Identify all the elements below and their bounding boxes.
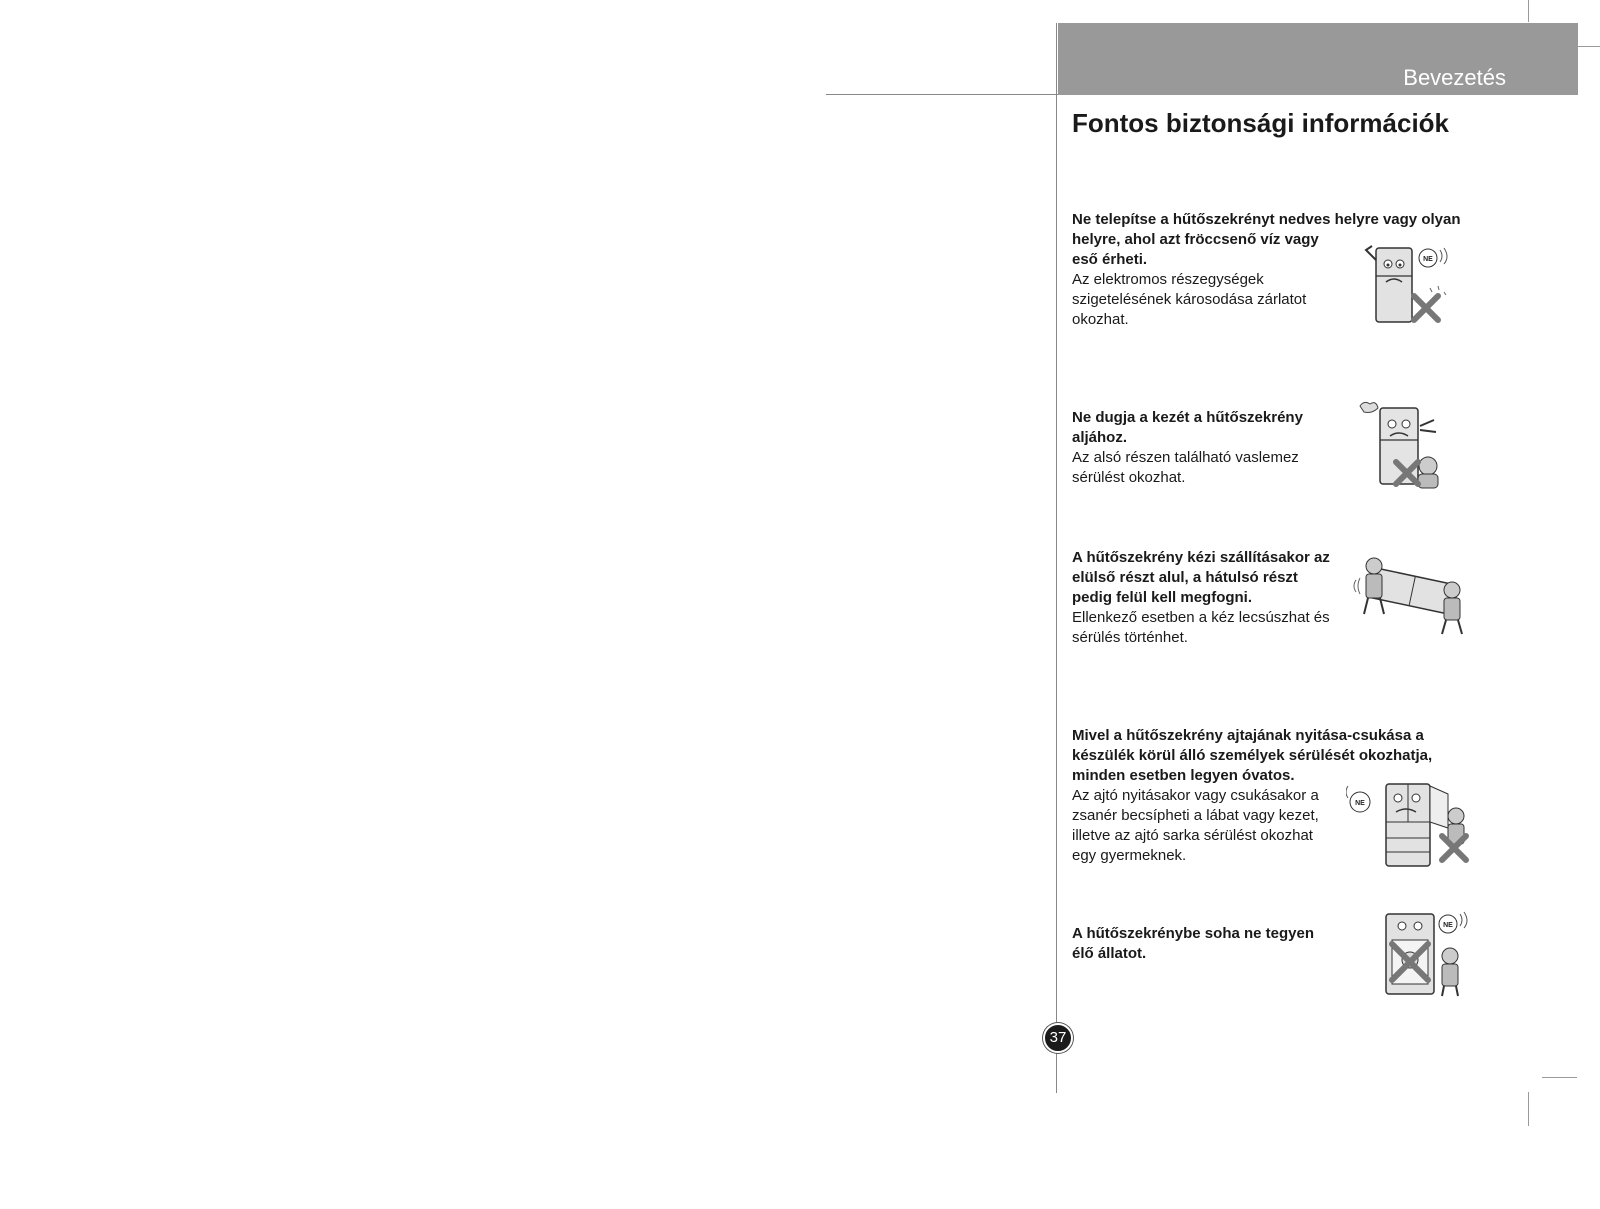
warning-text: A hűtőszekrény kézi szállításakor az elülső részt alul, a hátulsó részt pedig felül kell megfogni. bbox=[1072, 549, 1330, 606]
warning-text: Mivel a hűtőszekrény ajtajának nyitása-csukása a készülék körül álló személyek sérülését okozhatja, minden esetben legyen óvatos. bbox=[1072, 727, 1433, 784]
svg-text:NE: NE bbox=[1443, 922, 1453, 929]
warning-text: Ne telepítse a hűtőszekrényt nedves helyre vagy olyan helyre, ahol azt fröccsenő víz vagy eső érheti. bbox=[1072, 211, 1461, 268]
safety-item-3 bbox=[1072, 548, 1372, 648]
crop-mark-bottom bbox=[1528, 1092, 1529, 1126]
spine-line bbox=[1056, 23, 1057, 1093]
illustration-fridge-hand-icon bbox=[1356, 400, 1452, 500]
section-title: Bevezetés bbox=[1403, 65, 1506, 90]
svg-text:NE: NE bbox=[1423, 256, 1433, 263]
description-text: Az elektromos részegységek szigetelésének károsodása zárlatot okozhat. bbox=[1072, 271, 1307, 328]
warning-text: A hűtőszekrénybe soha ne tegyen élő állatot. bbox=[1072, 925, 1315, 962]
illustration-animal-in-fridge-icon bbox=[1374, 904, 1478, 1000]
warning-text: Ne dugja a kezét a hűtőszekrény aljához. bbox=[1072, 409, 1303, 446]
page-number: 37 bbox=[1043, 1023, 1073, 1053]
svg-text:NE: NE bbox=[1355, 800, 1365, 807]
description-text: Az ajtó nyitásakor vagy csukásakor a zsanér becsípheti a lábat vagy kezet, illetve az ajtó sarka sérülést okozhat egy gyermeknek. bbox=[1072, 787, 1319, 864]
illustration-carrying-fridge-icon bbox=[1352, 552, 1472, 638]
illustration-fridge-door-icon bbox=[1346, 776, 1472, 876]
description-text: Ellenkező esetben a kéz lecsúszhat és sérülés történhet. bbox=[1072, 609, 1330, 646]
crop-mark-bottom-right bbox=[1542, 1077, 1577, 1078]
illustration-fridge-rain-icon bbox=[1360, 238, 1456, 334]
header-rule bbox=[826, 94, 1058, 95]
section-header bbox=[1058, 23, 1578, 95]
safety-item-5 bbox=[1072, 924, 1372, 964]
description-text: Az alsó részen található vaslemez sérülést okozhat. bbox=[1072, 449, 1299, 486]
crop-mark-top bbox=[1528, 0, 1529, 22]
safety-item-2 bbox=[1072, 408, 1392, 488]
page-title: Fontos biztonsági információk bbox=[1072, 108, 1450, 138]
